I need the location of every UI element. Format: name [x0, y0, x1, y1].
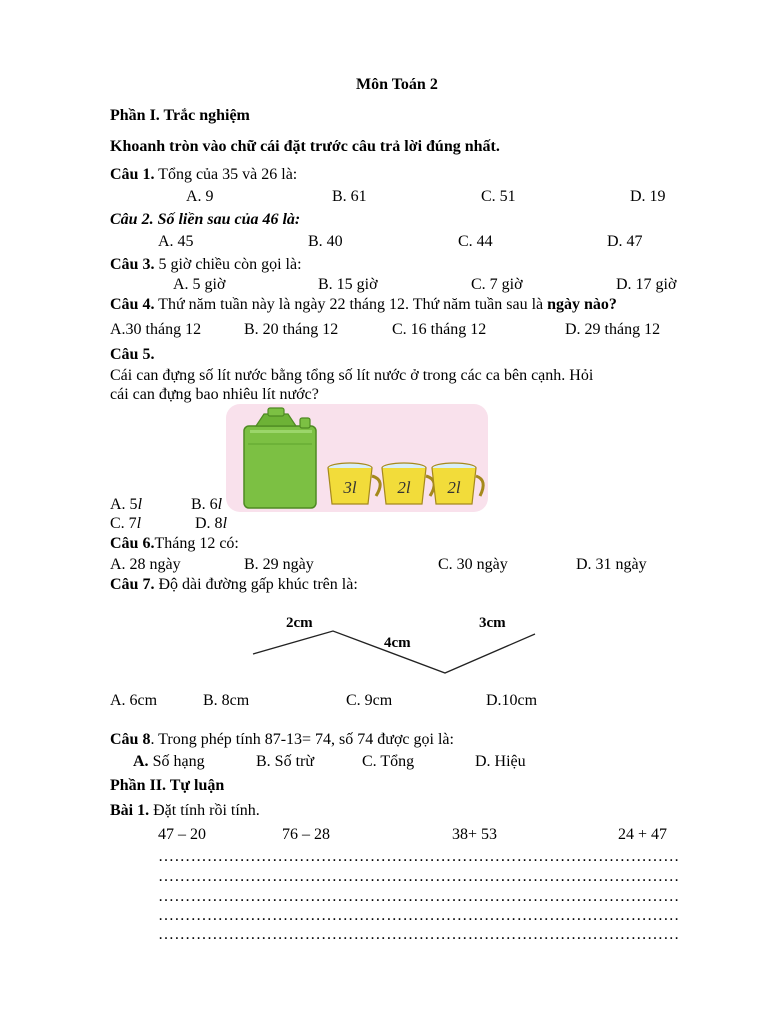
- calc-3: 38+ 53: [452, 826, 498, 843]
- answer-line-5[interactable]: ……………………………………………………………………………………: [158, 926, 680, 943]
- segment-1-label: 2cm: [286, 615, 313, 631]
- cup-1-label: 3l: [343, 478, 357, 497]
- q1-option-d[interactable]: D. 19: [630, 188, 666, 205]
- question-7-label: Câu 7.: [110, 576, 155, 593]
- part2-heading: Phần II. Tự luận: [110, 777, 225, 794]
- q2-option-d[interactable]: D. 47: [607, 233, 643, 250]
- exercise-1-label: Bài 1.: [110, 802, 150, 819]
- q2-option-b[interactable]: B. 40: [308, 233, 343, 250]
- q7-option-d[interactable]: D.10cm: [486, 692, 538, 709]
- cup-2-label: 2l: [397, 478, 411, 497]
- question-3-label: Câu 3.: [110, 256, 155, 273]
- q5-option-a-text: A. 5: [110, 496, 138, 513]
- question-1-label: Câu 1.: [110, 166, 155, 183]
- water-can-illustration: [226, 404, 488, 512]
- question-2: Câu 2. Số liền sau của 46 là:: [110, 211, 301, 228]
- q5-option-d[interactable]: [195, 515, 227, 533]
- q1-option-a[interactable]: A. 9: [186, 188, 214, 205]
- exercise-1: [110, 802, 260, 820]
- question-3-text: 5 giờ chiều còn gọi là:: [154, 256, 302, 273]
- q5-option-c[interactable]: [110, 515, 141, 533]
- question-4-emphasis: ngày nào?: [547, 296, 617, 313]
- q4-option-a[interactable]: A.30 tháng 12: [110, 321, 202, 338]
- polyline-diagram: [240, 610, 560, 682]
- answer-line-1[interactable]: ……………………………………………………………………………………: [158, 848, 680, 865]
- question-4-text: Thứ năm tuần này là ngày 22 tháng 12. Thứ năm tuần sau là: [154, 296, 548, 313]
- answer-line-4[interactable]: ……………………………………………………………………………………: [158, 907, 680, 924]
- q7-option-b[interactable]: B. 8cm: [203, 692, 250, 709]
- page-title: Môn Toán 2: [356, 76, 438, 93]
- q8-option-a-text: Số hạng: [148, 753, 205, 770]
- answer-line-3[interactable]: ……………………………………………………………………………………: [158, 888, 680, 905]
- q6-option-c[interactable]: C. 30 ngày: [438, 556, 508, 573]
- q2-option-a[interactable]: A. 45: [158, 233, 194, 250]
- q4-option-c[interactable]: C. 16 tháng 12: [392, 321, 487, 338]
- q5-option-c-text: C. 7: [110, 515, 137, 532]
- q8-option-c[interactable]: C. Tổng: [362, 753, 415, 770]
- q5-option-b-text: B. 6: [191, 496, 218, 513]
- calc-2: 76 – 28: [282, 826, 330, 843]
- q1-option-b[interactable]: B. 61: [332, 188, 367, 205]
- question-3: [110, 256, 302, 274]
- q8-option-b[interactable]: B. Số trừ: [256, 753, 315, 770]
- segment-2-label: 4cm: [384, 635, 411, 651]
- question-5-line2: cái can đựng bao nhiêu lít nước?: [110, 386, 319, 403]
- part1-heading: Phần I. Trắc nghiệm: [110, 107, 250, 124]
- q8-option-a[interactable]: [133, 753, 205, 771]
- question-4: [110, 296, 617, 314]
- answer-line-2[interactable]: ……………………………………………………………………………………: [158, 868, 680, 885]
- q6-option-a[interactable]: A. 28 ngày: [110, 556, 181, 573]
- q5-option-a[interactable]: [110, 496, 142, 514]
- q4-option-b[interactable]: B. 20 tháng 12: [244, 321, 339, 338]
- q7-option-a[interactable]: A. 6cm: [110, 692, 158, 709]
- cup-3-label: 2l: [447, 478, 461, 497]
- segment-3-label: 3cm: [479, 615, 506, 631]
- q1-option-c[interactable]: C. 51: [481, 188, 516, 205]
- q7-option-c[interactable]: C. 9cm: [346, 692, 393, 709]
- question-6: [110, 535, 239, 553]
- question-6-label: Câu 6.: [110, 535, 155, 552]
- q3-option-c[interactable]: C. 7 giờ: [471, 276, 523, 293]
- instruction: Khoanh tròn vào chữ cái đặt trước câu trả lời đúng nhất.: [110, 138, 500, 155]
- q5-option-d-unit: l: [222, 515, 228, 532]
- question-6-text: Tháng 12 có:: [154, 535, 239, 552]
- q3-option-b[interactable]: B. 15 giờ: [318, 276, 378, 293]
- q5-option-c-unit: l: [136, 515, 142, 532]
- q3-option-a[interactable]: A. 5 giờ: [173, 276, 226, 293]
- exercise-1-text: Đặt tính rồi tính.: [149, 802, 260, 819]
- q4-option-d[interactable]: D. 29 tháng 12: [565, 321, 661, 338]
- question-7-text: Độ dài đường gấp khúc trên là:: [154, 576, 358, 593]
- q5-option-b-unit: l: [217, 496, 223, 513]
- question-5-line1: Cái can đựng số lít nước bằng tổng số lít nước ở trong các ca bên cạnh. Hỏi: [110, 367, 594, 384]
- q5-option-b[interactable]: [191, 496, 222, 514]
- question-8-text: . Trong phép tính 87-13= 74, số 74 được gọi là:: [150, 731, 454, 748]
- calc-4: 24 + 47: [618, 826, 668, 843]
- question-1-text: Tổng của 35 và 26 là:: [154, 166, 298, 183]
- question-7: [110, 576, 358, 594]
- question-1: [110, 166, 297, 184]
- q8-option-d[interactable]: D. Hiệu: [475, 753, 526, 770]
- question-8-label: Câu 8: [110, 731, 151, 748]
- q2-option-c[interactable]: C. 44: [458, 233, 493, 250]
- q6-option-b[interactable]: B. 29 ngày: [244, 556, 314, 573]
- question-4-label: Câu 4.: [110, 296, 155, 313]
- calc-1: 47 – 20: [158, 826, 206, 843]
- q3-option-d[interactable]: D. 17 giờ: [616, 276, 677, 293]
- q5-option-d-text: D. 8: [195, 515, 223, 532]
- question-5-label: Câu 5.: [110, 346, 155, 363]
- question-8: [110, 731, 454, 749]
- q5-option-a-unit: l: [137, 496, 143, 513]
- q6-option-d[interactable]: D. 31 ngày: [576, 556, 647, 573]
- q8-option-a-letter: A.: [133, 753, 149, 770]
